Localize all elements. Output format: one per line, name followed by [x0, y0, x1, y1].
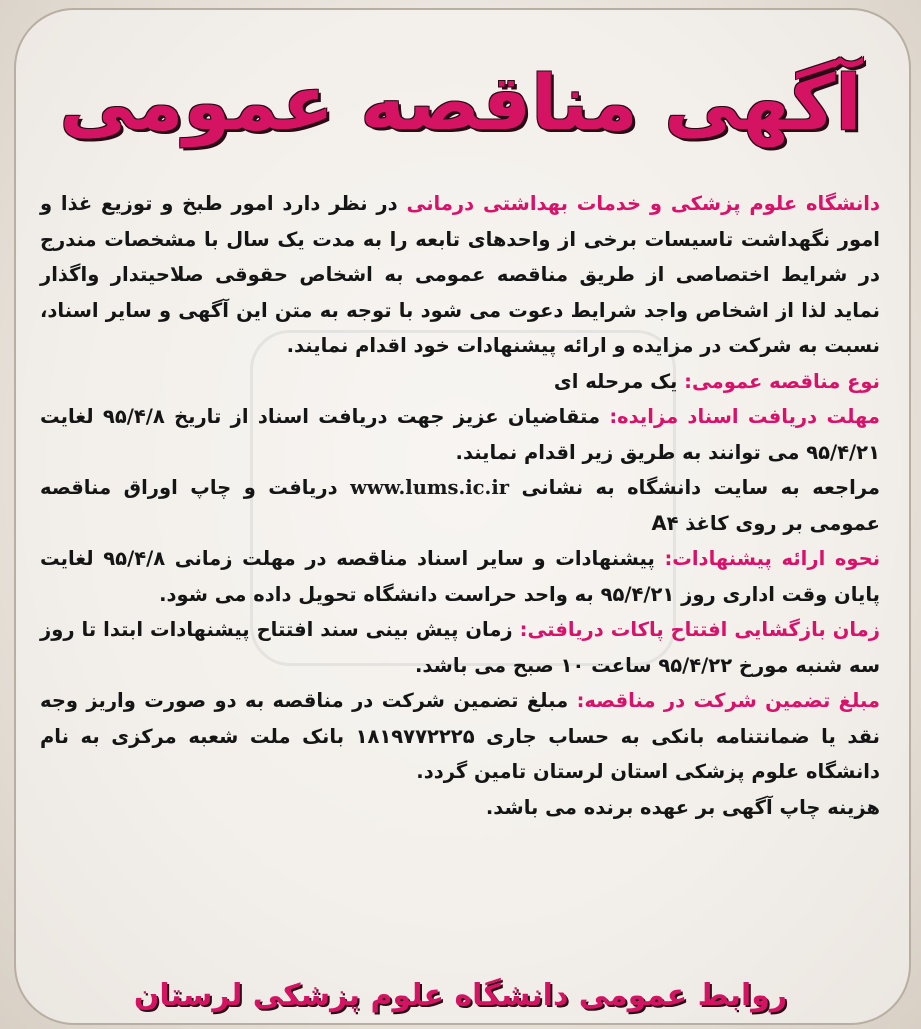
- submission-value: پیشنهادات و سایر اسناد مناقصه در مهلت زمانی ۹۵/۴/۸ لغایت پایان وقت اداری روز ۹۵/۴/۲۱ به واحد حراست دانشگاه تحویل داده می شود.: [40, 547, 880, 606]
- website-after-text: دریافت و چاپ اوراق مناقصه عمومی بر روی کاغذ A۴: [40, 476, 880, 535]
- organization-name: دانشگاه علوم پزشکی و خدمات بهداشتی درمانی: [406, 192, 880, 215]
- guarantee-value: مبلغ تضمین شرکت در مناقصه به دو صورت واریز وجه نقد یا ضمانتنامه بانکی به حساب جاری ۱۸۱۹۷۷۲۲۲۵ بانک ملت شعبه مرکزی به نام دانشگاه علوم پزشکی استان لرستان تامین گردد.: [40, 689, 880, 783]
- submission-method: [40, 541, 880, 612]
- notice-body: [40, 186, 880, 825]
- deadline-value: متقاضیان عزیز جهت دریافت اسناد از تاریخ ۹۵/۴/۸ لغایت ۹۵/۴/۲۱ می توانند به طریق زیر اقدام نمایند.: [40, 405, 880, 464]
- opening-value: زمان پیش بینی سند افتتاح پیشنهادات ابتدا تا روز سه شنبه مورخ ۹۵/۴/۲۲ ساعت ۱۰ صبح می باشد.: [40, 618, 880, 677]
- intro-paragraph: [40, 186, 880, 364]
- website-before-text: مراجعه به سایت دانشگاه به نشانی: [521, 476, 880, 499]
- website-link[interactable]: www.lums.ic.ir: [350, 476, 510, 499]
- tender-type-label: نوع مناقصه عمومی:: [684, 369, 880, 393]
- website-instructions: [40, 470, 880, 541]
- opening-label: زمان بازگشایی افتتاح پاکات دریافتی:: [519, 618, 880, 641]
- tender-type-value: یک مرحله ای: [553, 369, 678, 393]
- tender-type: [40, 364, 880, 400]
- document-deadline: [40, 399, 880, 470]
- opening-time: [40, 612, 880, 683]
- intro-text: در نظر دارد امور طبخ و توزیع غذا و امور نگهداشت تاسیسات برخی از واحدهای تابعه را به مدت یک سال با مشخصات مندرج در شرایط اختصاصی از طریق مناقصه عمومی به اشخاص حقوقی صلاحیتدار واگذار نماید لذا از اشخاص واجد شرایط دعوت می شود با توجه به متن این آگهی و سایر اسناد، نسبت به شرکت در مزایده و ارائه پیشنهادات خود اقدام نمایند.: [40, 192, 880, 357]
- printing-cost: هزینه چاپ آگهی بر عهده برنده می باشد.: [485, 795, 880, 819]
- submission-label: نحوه ارائه پیشنهادات:: [664, 547, 881, 570]
- guarantee-label: مبلغ تضمین شرکت در مناقصه:: [576, 689, 880, 712]
- deadline-label: مهلت دریافت اسناد مزایده:: [609, 405, 881, 428]
- notice-title: آگهی مناقصه عمومی: [59, 58, 862, 147]
- guarantee-amount: [40, 683, 880, 790]
- public-relations-signature: روابط عمومی دانشگاه علوم پزشکی لرستان: [133, 978, 788, 1013]
